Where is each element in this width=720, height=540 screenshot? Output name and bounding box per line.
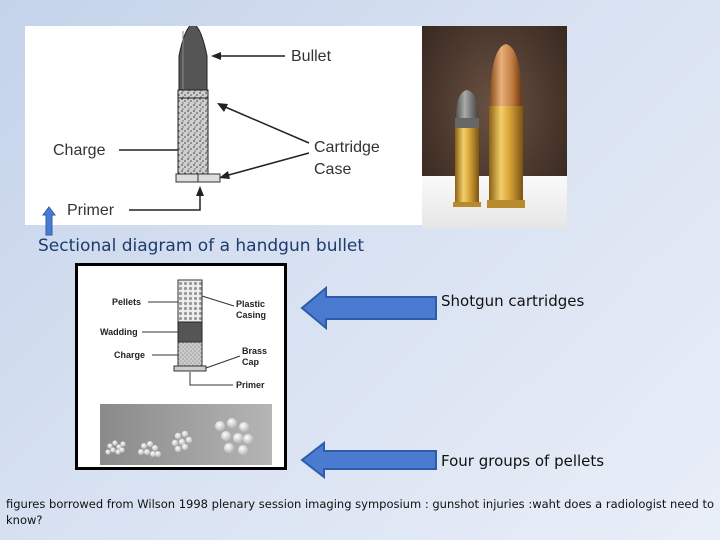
up-arrow-icon bbox=[42, 206, 56, 236]
bullet-diagram-svg bbox=[25, 26, 422, 225]
caption-handgun-bullet: Sectional diagram of a handgun bullet bbox=[38, 236, 365, 256]
label-bullet: Bullet bbox=[291, 48, 332, 65]
pellets-photo bbox=[100, 404, 272, 465]
label-brass-cap-2: Cap bbox=[242, 357, 260, 367]
wadding-section bbox=[178, 322, 202, 342]
bullet-sectional-diagram bbox=[25, 26, 422, 225]
label-charge-shotgun: Charge bbox=[114, 350, 146, 360]
charge-section bbox=[178, 342, 202, 366]
label-brass-cap-1: Brass bbox=[242, 346, 268, 356]
arrow-to-pellets-icon bbox=[300, 441, 438, 479]
label-plastic-casing-1: Plastic bbox=[236, 299, 266, 309]
callout-shotgun-cartridges: Shotgun cartridges bbox=[441, 292, 585, 310]
small-cartridge bbox=[455, 128, 479, 204]
label-charge: Charge bbox=[53, 142, 106, 159]
cartridge-case bbox=[178, 90, 208, 174]
label-pellets: Pellets bbox=[112, 297, 142, 307]
label-cartridge-case-1: Cartridge bbox=[314, 139, 380, 156]
arrow-to-shotgun-icon bbox=[300, 286, 438, 330]
label-wadding: Wadding bbox=[100, 327, 138, 337]
label-primer-shotgun: Primer bbox=[236, 380, 265, 390]
pellets-section bbox=[178, 280, 202, 322]
brass-cap bbox=[174, 366, 206, 371]
label-plastic-casing-2: Casing bbox=[236, 310, 267, 320]
cartridge-photo bbox=[422, 26, 567, 228]
shotgun-diagram-panel bbox=[75, 263, 287, 470]
label-cartridge-case-2: Case bbox=[314, 161, 352, 178]
callout-four-groups-pellets: Four groups of pellets bbox=[441, 452, 605, 470]
footnote-citation: figures borrowed from Wilson 1998 plenary session imaging symposium : gunshot injuries :waht does a radiologist need to know? bbox=[6, 497, 714, 527]
large-cartridge bbox=[489, 106, 523, 202]
label-primer: Primer bbox=[67, 202, 115, 219]
shotgun-shell bbox=[174, 280, 206, 371]
